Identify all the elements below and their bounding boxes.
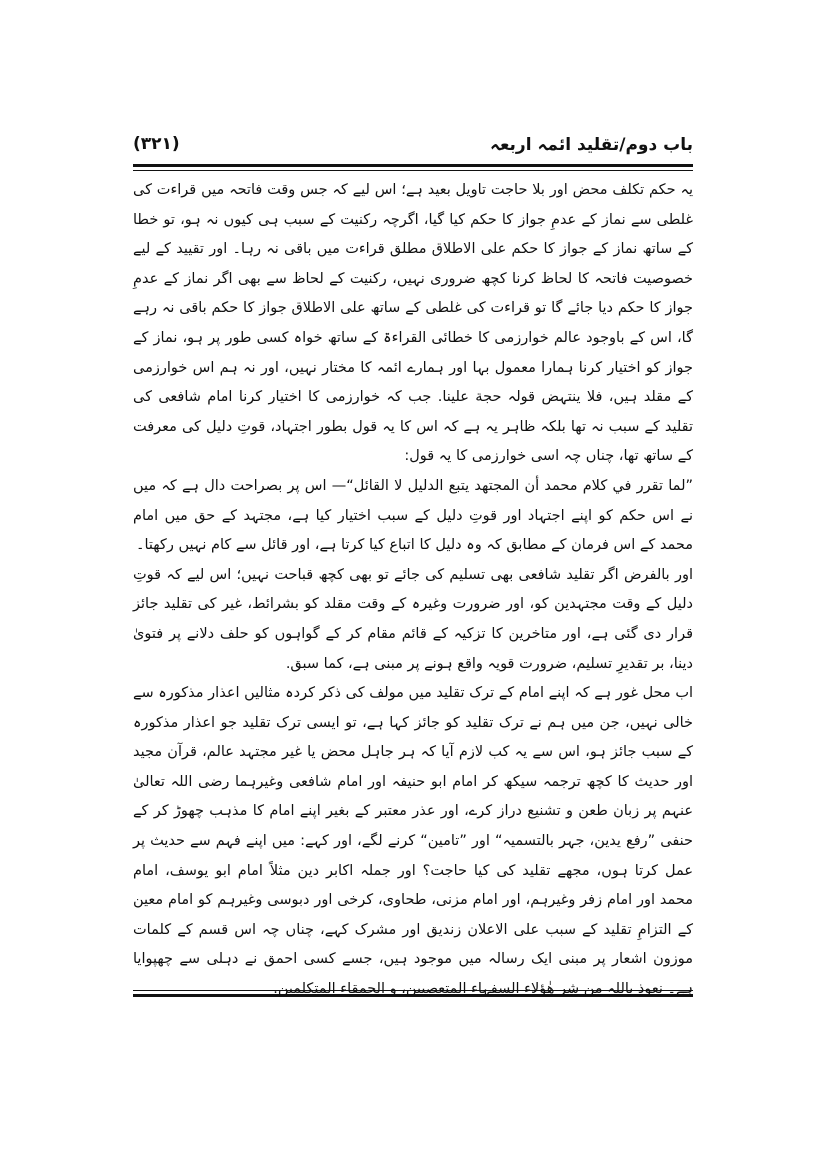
paragraph-4: اب محل غور ہے کہ اپنے امام کے ترک تقلید میں مولف کی ذکر کردہ مثالیں اعذار مذکورہ سے خالی نہیں، جن میں ہم نے ترک تقلید کو جائز کہا ہے، تو ایسی ترک تقلید جو اعذار مذکورہ کے سبب جائز ہو، اس سے یہ کب لازم آیا کہ ہر جاہل محض یا غیر مجتہد عالم، قرآن مجید اور حدیث کا کچھ ترجمہ سیکھ کر امام ابو حنیفہ اور امام شافعی وغیرہما رضی اللہ تعالیٰ عنہم پر زبان طعن و تشنیع دراز کرے، اور عذر معتبر کے بغیر اپنے امام کا مذہب چھوڑ کر کے حنفی ”رفع یدین، جہر بالتسمیہ“ اور ”تامین“ کرنے لگے، اور کہے: میں اپنے فہم سے حدیث پر عمل کرتا ہوں، مجھے تقلید کی کیا حاجت؟ اور جملہ اکابر دین مثلاً امام ابو یوسف، امام محمد اور امام زفر وغیرہم، اور امام مزنی، طحاوی، کرخی اور دبوسی وغیرہم کو امام معین کے التزامِ تقلید کے سبب علی الاعلان زندیق اور مشرک کہے، چناں چہ اس قسم کے کلمات موزون اشعار پر مبنی ایک رسالہ میں موجود ہیں، جسے کسی احمق نے دہلی سے چھپوایا ہے۔ نعوذ باللہ من شر ھٰؤلاء السفہاء المتعصبین، و الحمقاء المتکلمین. [133,685,693,998]
page-header [133,130,693,162]
paragraph-1: یہ حکم تکلف محض اور بلا حاجت تاویل بعید ہے؛ اس لیے کہ جس وقت فاتحہ میں قراءت کی غلطی سے نماز کے عدمِ جواز کا حکم کیا گیا، اگرچہ رکنیت کے سبب ہی کیوں نہ ہو، تو خطا کے ساتھ نماز کے جواز کا حکم علی الاطلاق مطلق قراءت میں باقی نہ رہا۔ اور تقیید کے لیے خصوصیت فاتحہ کا لحاظ کرنا کچھ ضروری نہیں، رکنیت کے لحاظ سے بھی اگر نماز کے عدمِ جواز کا حکم دیا جائے گا تو قراءت کی غلطی کے ساتھ علی الاطلاق جواز کا حکم باقی نہ رہے گا، اس کے باوجود عالم خوارزمی کا خطائی القراءۃ کے ساتھ خواہ کسی طور پر ہو، نماز کے جواز کو اختیار کرنا ہمارا معمول بہا اور ہمارے ائمہ کا مختار نہیں، اور نہ ہم اس خوارزمی کے مقلد ہیں، فلا ینتہض قولہ حجة علینا. جب کہ خوارزمی کا اختیار کرنا امام شافعی کی تقلید کے سبب نہ تھا بلکہ ظاہر یہ ہے کہ اس کا یہ قول بطور اجتہاد، قوتِ دلیل کی معرفت کے ساتھ تھا، چناں چہ اسی خوارزمی کا یہ قول: [133,182,693,465]
body-text [133,176,693,1005]
header-rule [133,164,693,171]
paragraph-2: ”لما تقرر في کلام محمد أن المجتهد يتبع الدليل لا القائل“— اس پر بصراحت دال ہے کہ میں نے اس حکم کو اپنے اجتہاد اور قوتِ دلیل کے سبب اختیار کیا ہے، مجتہد کے حق میں امام محمد کے اس فرمان کے مطابق کہ وہ دلیل کا اتباع کیا کرتا ہے، اور قائل سے کام نہیں رکھتا۔ [133,477,693,554]
paragraph-3: اور بالفرض اگر تقلید شافعی بھی تسلیم کی جائے تو بھی کچھ قباحت نہیں؛ اس لیے کہ قوتِ دلیل کے وقت مجتہدین کو، اور ضرورت وغیرہ کے وقت مقلد کو بشرائط، غیر کی تقلید جائز قرار دی گئی ہے، اور متاخرین کا تزکیہ کے قائم مقام کر کے گواہوں کو حلف دلانے پر فتویٰ دینا، بر تقدیرِ تسلیم، ضرورت قویہ واقع ہونے پر مبنی ہے، کما سبق. [133,566,693,672]
chapter-title: باب دوم/تقلید ائمہ اربعہ [489,135,693,155]
page-number: (۳۲۱) [133,134,180,154]
footer-rule [133,990,693,997]
